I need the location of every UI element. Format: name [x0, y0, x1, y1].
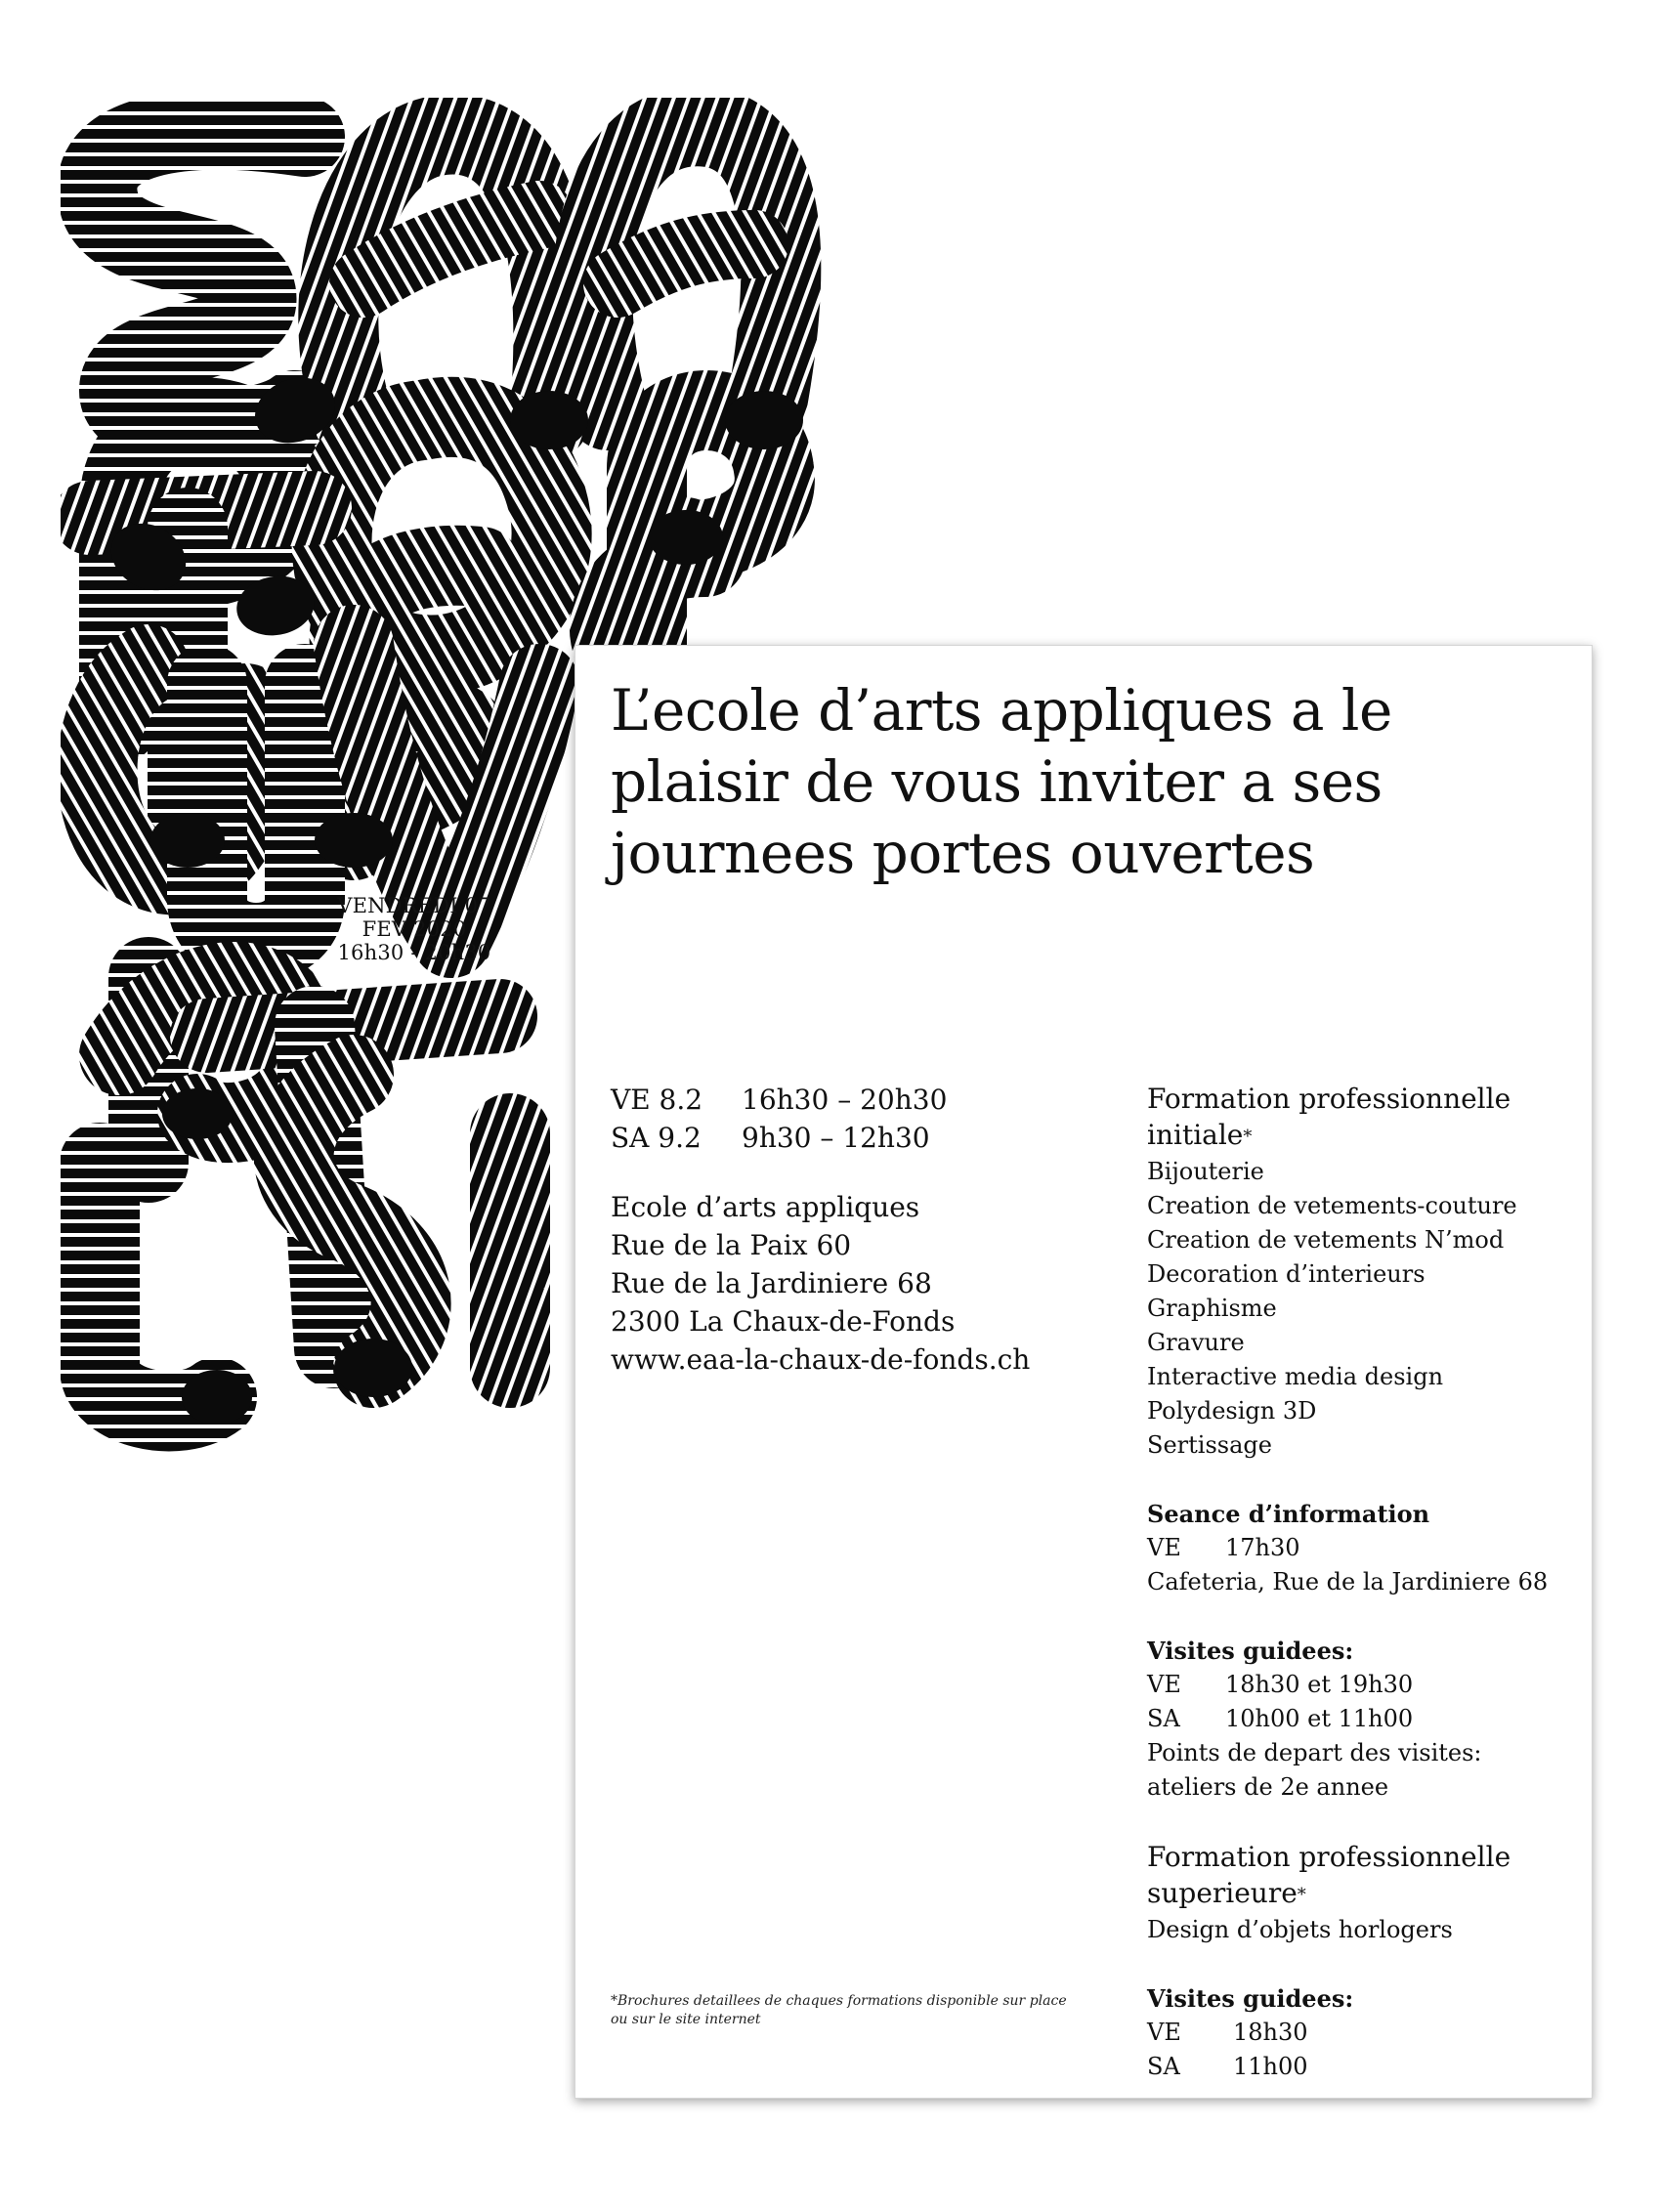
schedule-time: 16h30 – 20h30 — [742, 1084, 948, 1116]
headline — [611, 675, 1568, 889]
formation-initiale-title-word: initiale — [1147, 1119, 1244, 1151]
visites-time: 18h30 — [1233, 2019, 1308, 2046]
seance-day: VE — [1147, 1534, 1181, 1561]
seance-time: 17h30 — [1225, 1534, 1300, 1561]
address-city: 2300 La Chaux-de-Fonds — [611, 1305, 956, 1338]
footnote: *Brochures detaillees de chaques formations disponible sur place ou sur le site internet — [611, 1993, 1067, 2027]
tube-end — [162, 1088, 233, 1139]
visites-row — [1147, 1702, 1587, 1736]
headline-line: plaisir de vous inviter a ses — [611, 748, 1383, 815]
headline-line: journees portes ouvertes — [611, 820, 1315, 886]
visites-note: ateliers de 2e annee — [1147, 1773, 1389, 1801]
schedule-row — [611, 1119, 1119, 1157]
visites-time: 11h00 — [1233, 2053, 1308, 2080]
seance-row — [1147, 1531, 1587, 1565]
coil-letter-a-2-bar — [617, 244, 754, 283]
tube-end — [649, 510, 723, 565]
tube-end — [315, 813, 393, 868]
visites-time: 10h00 et 11h00 — [1225, 1705, 1414, 1732]
list-item: Graphisme — [1147, 1295, 1277, 1322]
poster-time-line: 16h30 - 20h30 — [337, 941, 491, 964]
schedule-time: 9h30 – 12h30 — [742, 1122, 930, 1154]
list-item: Creation de vetements N’mod — [1147, 1226, 1505, 1254]
formation-superieure-title-line: Formation professionnelle — [1147, 1841, 1511, 1873]
schedule-day: VE 8.2 — [611, 1084, 703, 1116]
formation-initiale-title-line — [1147, 1117, 1587, 1155]
list-item: Gravure — [1147, 1329, 1245, 1356]
tube-end — [725, 391, 803, 449]
formation-superieure-title-word: superieure — [1147, 1877, 1298, 1909]
asterisk-mark: * — [1243, 1127, 1253, 1147]
formation-initiale-list — [1147, 1155, 1587, 1463]
headline-line: L’ecole d’arts appliques a le — [611, 677, 1392, 744]
visites-time: 18h30 et 19h30 — [1225, 1671, 1414, 1698]
list-item: Creation de vetements-couture — [1147, 1192, 1517, 1219]
visites-row — [1147, 2016, 1587, 2050]
visites-title: Visites guidees: — [1147, 1984, 1354, 2013]
visites-day: VE — [1147, 1671, 1181, 1698]
visites-day: SA — [1147, 1705, 1180, 1732]
poster-date-block — [317, 894, 512, 964]
schedule-day: SA 9.2 — [611, 1122, 702, 1154]
list-item: Bijouterie — [1147, 1158, 1264, 1185]
poster-date-line: FEV 2020 — [362, 917, 467, 941]
seance-place: Cafeteria, Rue de la Jardiniere 68 — [1147, 1568, 1549, 1595]
visites-row — [1147, 2050, 1587, 2084]
formation-superieure-title-line — [1147, 1875, 1587, 1913]
schedule-row — [611, 1081, 1119, 1119]
left-column — [611, 1081, 1119, 1379]
website-link[interactable]: www.eaa-la-chaux-de-fonds.ch — [611, 1343, 1031, 1376]
seance-title: Seance d’information — [1147, 1500, 1430, 1528]
visites-note: Points de depart des visites: — [1147, 1739, 1482, 1766]
right-column — [1147, 1081, 1587, 2084]
visites-title: Visites guidees: — [1147, 1637, 1354, 1665]
address-line: Rue de la Paix 60 — [611, 1229, 852, 1261]
invitation-card — [575, 645, 1593, 2099]
school-name: Ecole d’arts appliques — [611, 1191, 920, 1223]
formation-initiale-title — [1147, 1081, 1587, 1155]
visites-row — [1147, 1668, 1587, 1702]
tube-end — [182, 1370, 252, 1425]
list-item: Sertissage — [1147, 1431, 1272, 1459]
address-block — [611, 1188, 1119, 1379]
tube-end — [150, 813, 225, 868]
formation-superieure-title — [1147, 1839, 1587, 1913]
tube-end — [510, 391, 588, 449]
visites-day: SA — [1147, 2053, 1180, 2080]
list-item: Design d’objets horlogers — [1147, 1916, 1453, 1943]
visites-day: VE — [1147, 2019, 1181, 2046]
asterisk-mark: * — [1297, 1885, 1306, 1905]
tube-end — [334, 1339, 412, 1397]
address-line: Rue de la Jardiniere 68 — [611, 1267, 932, 1299]
list-item: Polydesign 3D — [1147, 1397, 1317, 1425]
list-item: Interactive media design — [1147, 1363, 1444, 1390]
formation-initiale-title-line: Formation professionnelle — [1147, 1083, 1511, 1115]
list-item: Decoration d’interieurs — [1147, 1260, 1426, 1288]
poster-date-line: VENDREDI 07 — [337, 894, 491, 917]
